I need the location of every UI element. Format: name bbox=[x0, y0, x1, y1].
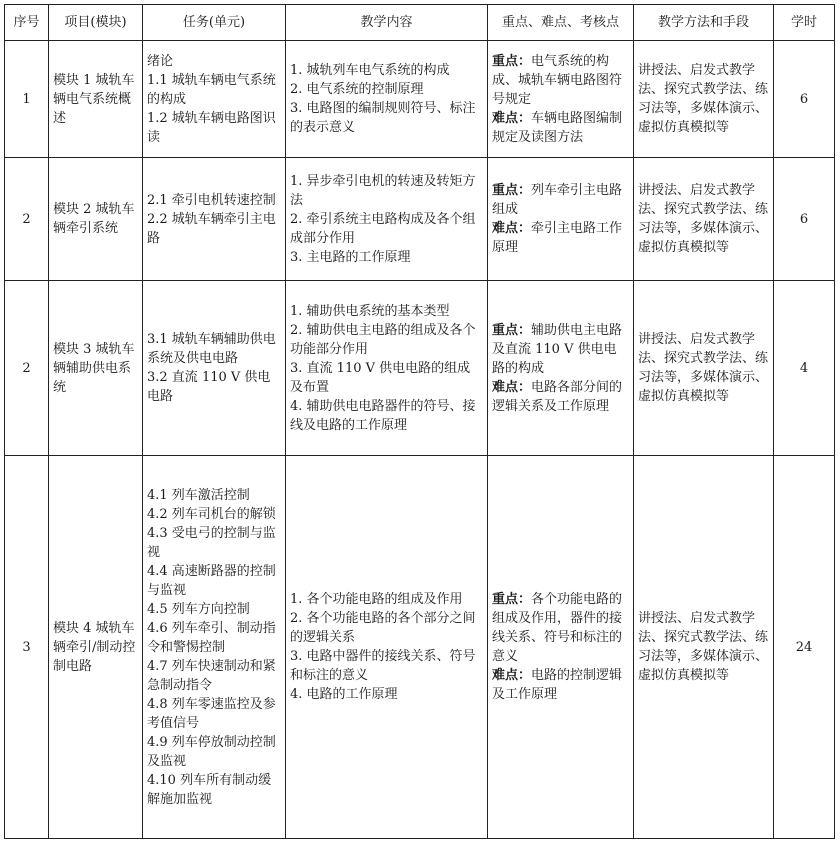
difficulty-label: 难点： bbox=[492, 110, 532, 126]
table-row bbox=[5, 41, 835, 158]
content-item: 4. 电路的工作原理 bbox=[290, 687, 398, 702]
difficulty-text: 车辆电路图编制规定及读图方法 bbox=[492, 110, 623, 145]
task-item: 4.5 列车方向控制 bbox=[147, 601, 250, 617]
content-list bbox=[286, 41, 488, 158]
header-tasks: 任务(单元) bbox=[143, 5, 286, 41]
method-cell: 讲授法、启发式教学法、探究式教学法、练习法等，多媒体演示、虚拟仿真模拟等 bbox=[634, 41, 774, 158]
difficulty-text: 电路的控制逻辑及工作原理 bbox=[492, 668, 623, 702]
module-name: 模块 4 城轨车辆牵引/制动控制电路 bbox=[49, 456, 143, 839]
content-item: 1. 辅助供电系统的基本类型 bbox=[290, 303, 450, 319]
hours-cell: 24 bbox=[774, 456, 835, 839]
syllabus-table bbox=[4, 4, 835, 839]
module-name: 模块 2 城轨车辆牵引系统 bbox=[49, 158, 143, 281]
task-item: 4.10 列车所有制动缓解施加监视 bbox=[147, 772, 272, 807]
content-list bbox=[286, 158, 488, 281]
task-item: 4.2 列车司机台的解锁 bbox=[147, 506, 276, 522]
content-item: 2. 辅助供电主电路的组成及各个功能部分作用 bbox=[290, 322, 476, 357]
difficulty-text: 牵引主电路工作原理 bbox=[492, 221, 623, 255]
header-hours: 学时 bbox=[774, 5, 835, 41]
hours-cell: 4 bbox=[774, 281, 835, 456]
table-row bbox=[5, 456, 835, 839]
task-item: 1.2 城轨车辆电路图识读 bbox=[147, 110, 276, 145]
task-item: 4.6 列车牵引、制动指令和警惕控制 bbox=[147, 620, 276, 655]
task-list bbox=[143, 41, 286, 158]
key-label: 重点： bbox=[492, 322, 532, 338]
key-text: 各个功能电路的组成及作用，器件的接线关系、符号和标注的意义 bbox=[492, 592, 623, 664]
content-item: 1. 城轨列车电气系统的构成 bbox=[290, 63, 450, 78]
difficulty-text: 电路各部分间的逻辑关系及工作原理 bbox=[492, 379, 623, 414]
key-label: 重点： bbox=[492, 53, 532, 69]
content-item: 2. 各个功能电路的各个部分之间的逻辑关系 bbox=[290, 611, 476, 645]
key-points-cell bbox=[488, 456, 634, 839]
content-list bbox=[286, 456, 488, 839]
task-item: 4.8 列车零速监控及参考值信号 bbox=[147, 696, 276, 731]
content-item: 3. 电路中器件的接线关系、符号和标注的意义 bbox=[290, 649, 476, 683]
row-number: 3 bbox=[5, 456, 49, 839]
row-number: 2 bbox=[5, 281, 49, 456]
module-name: 模块 1 城轨车辆电气系统概述 bbox=[49, 41, 143, 158]
header-content: 教学内容 bbox=[286, 5, 488, 41]
row-number: 2 bbox=[5, 158, 49, 281]
key-points-cell bbox=[488, 281, 634, 456]
content-item: 4. 辅助供电电路器件的符号、接线及电路的工作原理 bbox=[290, 398, 476, 433]
task-item: 3.1 城轨车辆辅助供电系统及供电电路 bbox=[147, 332, 276, 366]
task-item: 4.3 受电弓的控制与监视 bbox=[147, 525, 276, 560]
method-cell: 讲授法、启发式教学法、探究式教学法、练习法等，多媒体演示、虚拟仿真模拟等 bbox=[634, 281, 774, 456]
hours-cell: 6 bbox=[774, 158, 835, 281]
header-module: 项目(模块) bbox=[49, 5, 143, 41]
content-item: 3. 主电路的工作原理 bbox=[290, 249, 411, 265]
content-item: 2. 牵引系统主电路构成及各个组成部分作用 bbox=[290, 211, 476, 246]
task-list bbox=[143, 158, 286, 281]
key-points-cell bbox=[488, 158, 634, 281]
key-text: 辅助供电主电路及直流 110 V 供电电路的构成 bbox=[492, 322, 623, 376]
header-row bbox=[5, 5, 835, 41]
task-item: 4.7 列车快速制动和紧急制动指令 bbox=[147, 658, 276, 693]
content-item: 1. 异步牵引电机的转速及转矩方法 bbox=[290, 173, 476, 208]
key-text: 电气系统的构成、城轨车辆电路图符号规定 bbox=[492, 53, 623, 107]
content-item: 1. 各个功能电路的组成及作用 bbox=[290, 592, 463, 607]
difficulty-label: 难点： bbox=[492, 221, 532, 236]
task-item: 2.2 城轨车辆牵引主电路 bbox=[147, 211, 276, 246]
table-row bbox=[5, 158, 835, 281]
task-item: 1.1 城轨车辆电气系统的构成 bbox=[147, 72, 276, 107]
task-item: 4.9 列车停放制动控制及监视 bbox=[147, 734, 276, 769]
key-points-cell bbox=[488, 41, 634, 158]
key-text: 列车牵引主电路组成 bbox=[492, 183, 623, 217]
content-item: 3. 直流 110 V 供电电路的组成及布置 bbox=[290, 360, 471, 395]
task-item: 绪论 bbox=[147, 53, 174, 69]
content-item: 2. 电气系统的控制原理 bbox=[290, 82, 424, 97]
task-item: 4.1 列车激活控制 bbox=[147, 487, 250, 503]
content-item: 3. 电路图的编制规则符号、标注的表示意义 bbox=[290, 101, 476, 135]
row-number: 1 bbox=[5, 41, 49, 158]
content-list bbox=[286, 281, 488, 456]
difficulty-label: 难点： bbox=[492, 379, 532, 395]
task-list bbox=[143, 281, 286, 456]
task-item: 3.2 直流 110 V 供电电路 bbox=[147, 370, 271, 404]
key-label: 重点： bbox=[492, 183, 532, 198]
method-cell: 讲授法、启发式教学法、探究式教学法、练习法等，多媒体演示、虚拟仿真模拟等 bbox=[634, 158, 774, 281]
key-label: 重点： bbox=[492, 592, 532, 607]
header-no: 序号 bbox=[5, 5, 49, 41]
header-method: 教学方法和手段 bbox=[634, 5, 774, 41]
difficulty-label: 难点： bbox=[492, 668, 532, 683]
header-key-points: 重点、难点、考核点 bbox=[488, 5, 634, 41]
task-item: 2.1 牵引电机转速控制 bbox=[147, 192, 276, 208]
module-name: 模块 3 城轨车辆辅助供电系统 bbox=[49, 281, 143, 456]
table-row bbox=[5, 281, 835, 456]
method-cell: 讲授法、启发式教学法、探究式教学法、练习法等，多媒体演示、虚拟仿真模拟等 bbox=[634, 456, 774, 839]
task-item: 4.4 高速断路器的控制与监视 bbox=[147, 563, 276, 598]
task-list bbox=[143, 456, 286, 839]
hours-cell: 6 bbox=[774, 41, 835, 158]
